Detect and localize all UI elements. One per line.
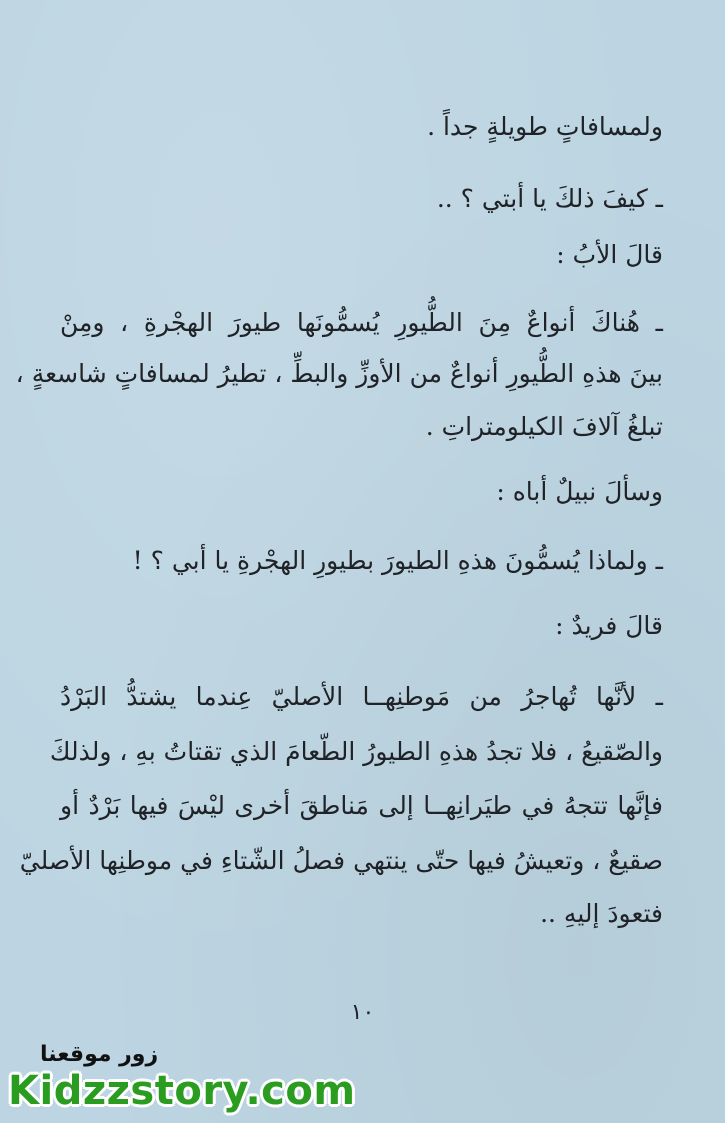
- text-line-9: قالَ فريدٌ :: [555, 611, 663, 640]
- text-line-2: ـ كيفَ ذلكَ يا أبتي ؟ ..: [436, 184, 663, 213]
- text-line-1: ولمسافاتٍ طويلةٍ جداً .: [427, 112, 663, 141]
- text-line-10: ـ لأنَّها تُهاجرُ من مَوطنِهــا الأصليّ عِندما يشتدُّ البَرْدُ: [60, 682, 663, 711]
- text-line-11: والصّقيعُ ، فلا تجدُ هذهِ الطيورُ الطّعامَ الذي تقتاتُ بهِ ، ولذلكَ: [49, 737, 663, 766]
- text-line-14: فتعودَ إليهِ ..: [540, 899, 663, 928]
- text-line-4: ـ هُناكَ أنواعٌ مِنَ الطُّيورِ يُسمُّونَها طيورَ الهجْرةِ ، ومِنْ: [60, 308, 663, 337]
- text-line-7: وسألَ نبيلٌ أباه :: [496, 477, 663, 506]
- watermark-label: زور موقعنا: [40, 1042, 159, 1067]
- text-line-12: فإنَّها تتجهُ في طيَرانِهــا إلى مَناطقَ أخرى ليْسَ فيها بَرْدٌ أو: [60, 791, 663, 820]
- text-line-3: قالَ الأبُ :: [556, 240, 663, 269]
- text-line-6: تبلغُ آلافَ الكيلومتراتِ .: [425, 412, 663, 441]
- text-line-8: ـ ولماذا يُسمُّونَ هذهِ الطيورَ بطيورِ الهجْرةِ يا أبي ؟ !: [132, 546, 663, 575]
- page-number: ١٠: [350, 1000, 375, 1025]
- text-line-13: صقيعٌ ، وتعيشُ فيها حتّى ينتهي فصلُ الشّتاءِ في موطنِها الأصليّ: [19, 846, 663, 875]
- watermark-brand: Kidzzstory.com: [8, 1068, 356, 1114]
- text-line-5: بينَ هذهِ الطُّيورِ أنواعٌ من الأوزِّ والبطِّ ، تطيرُ لمسافاتٍ شاسعةٍ ،: [15, 359, 663, 388]
